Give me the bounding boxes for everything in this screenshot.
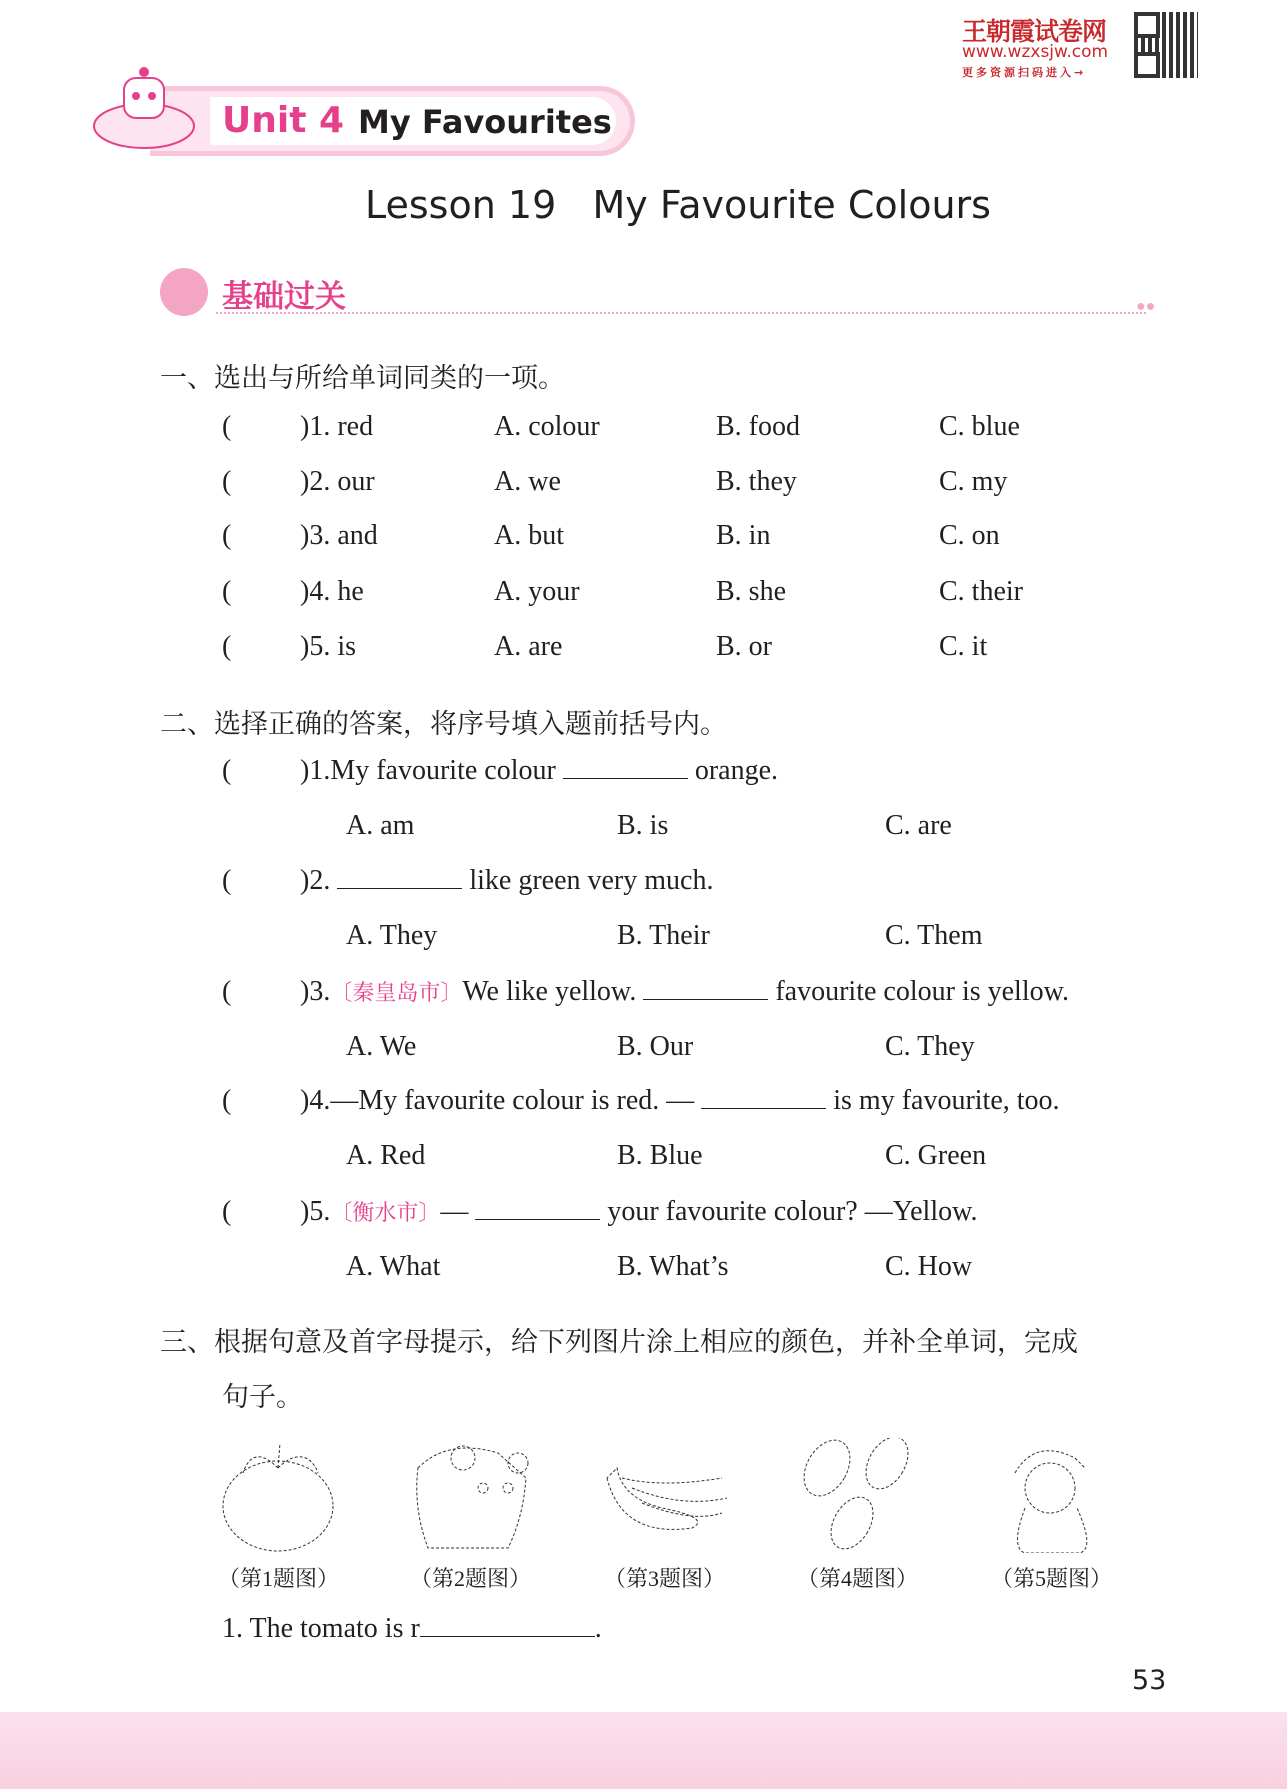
question-word: )3. and xyxy=(300,520,378,551)
site-url[interactable]: www.wzxsjw.com xyxy=(962,42,1109,62)
option-c: C. my xyxy=(939,466,1008,497)
answer-bracket[interactable]: ( xyxy=(222,520,232,551)
dots-decoration: ●● xyxy=(1136,298,1156,315)
tomato-picture xyxy=(218,1438,343,1553)
option-c: C. How xyxy=(885,1251,973,1282)
picture-caption: （第5题图） xyxy=(991,1566,1113,1591)
option-b: B. Blue xyxy=(617,1140,703,1171)
option-b: B. she xyxy=(716,576,786,607)
question-text-post: like green very much. xyxy=(469,865,714,896)
answer-bracket[interactable]: ( xyxy=(222,976,232,1007)
option-a: A. Red xyxy=(346,1140,426,1171)
option-c: C. their xyxy=(939,576,1023,607)
question-text-post: orange. xyxy=(694,755,779,786)
part3-heading-cont: 句子。 xyxy=(222,1382,303,1413)
part3-heading: 三、根据句意及首字母提示，给下列图片涂上相应的颜色，并补全单词，完成 xyxy=(160,1327,1078,1358)
question-end: . xyxy=(594,1613,602,1644)
option-b: B. food xyxy=(716,411,800,442)
answer-blank[interactable] xyxy=(420,1636,595,1637)
option-a: A. We xyxy=(346,1031,417,1062)
option-b: B. they xyxy=(716,466,797,497)
question-row xyxy=(300,1085,1060,1117)
question-number: )1. xyxy=(300,755,331,786)
source-city: 〔衡水市〕 xyxy=(330,1201,441,1226)
answer-blank[interactable] xyxy=(701,1108,826,1109)
qr-code-icon[interactable] xyxy=(1134,12,1198,78)
question-text: 1. The tomato is r xyxy=(222,1613,420,1644)
option-c: C. it xyxy=(939,631,988,662)
page-number: 53 xyxy=(1132,1665,1167,1696)
option-b: B. in xyxy=(716,520,771,551)
part2-heading: 二、选择正确的答案，将序号填入题前括号内。 xyxy=(160,709,727,740)
option-a: A. colour xyxy=(494,411,600,442)
answer-bracket[interactable]: ( xyxy=(222,755,232,786)
option-c: C. Green xyxy=(885,1140,987,1171)
question-text-pre: —My favourite colour is red. — xyxy=(330,1085,695,1116)
option-c: C. blue xyxy=(939,411,1020,442)
question-word: )2. our xyxy=(300,466,375,497)
site-name: 王朝霞试卷网 xyxy=(962,17,1107,46)
answer-bracket[interactable]: ( xyxy=(222,1085,232,1116)
question-number: )3. xyxy=(300,976,331,1007)
source-city: 〔秦皇岛市〕 xyxy=(330,981,463,1006)
mascot-icon xyxy=(84,66,204,156)
question-text-post: favourite colour is yellow. xyxy=(775,976,1070,1007)
picture-caption: （第4题图） xyxy=(797,1566,919,1591)
picture-caption: （第3题图） xyxy=(604,1566,726,1591)
picture-caption: （第1题图） xyxy=(218,1566,340,1591)
option-b: B. is xyxy=(617,810,669,841)
option-b: B. or xyxy=(716,631,772,662)
answer-bracket[interactable]: ( xyxy=(222,466,232,497)
answer-bracket[interactable]: ( xyxy=(222,865,232,896)
question-text-post: is my favourite, too. xyxy=(833,1085,1060,1116)
question-number: )4. xyxy=(300,1085,331,1116)
bear-picture xyxy=(408,1438,533,1553)
question-row xyxy=(300,1196,978,1228)
answer-blank[interactable] xyxy=(337,888,462,889)
question-row xyxy=(300,976,1069,1008)
answer-blank[interactable] xyxy=(643,999,768,1000)
section-divider xyxy=(216,312,1146,314)
lesson-title: Lesson 19 My Favourite Colours xyxy=(365,183,991,227)
question-word: )4. he xyxy=(300,576,364,607)
option-a: A. your xyxy=(494,576,580,607)
option-a: A. What xyxy=(346,1251,441,1282)
unit-title: My Favourites xyxy=(358,103,612,141)
question-row xyxy=(300,755,778,787)
option-c: C. are xyxy=(885,810,952,841)
option-b: B. What’s xyxy=(617,1251,729,1282)
question-row xyxy=(300,865,713,897)
option-a: A. am xyxy=(346,810,415,841)
answer-blank[interactable] xyxy=(475,1219,600,1220)
footer-band xyxy=(0,1712,1287,1789)
question-text-pre: We like yellow. xyxy=(462,976,637,1007)
answer-bracket[interactable]: ( xyxy=(222,576,232,607)
section-title: 基础过关 xyxy=(222,279,346,315)
answer-bracket[interactable]: ( xyxy=(222,411,232,442)
unit-label: Unit 4 xyxy=(222,100,344,141)
question-number: )2. xyxy=(300,865,331,896)
part1-heading: 一、选出与所给单词同类的一项。 xyxy=(160,363,565,394)
option-c: C. on xyxy=(939,520,1000,551)
question-word: )1. red xyxy=(300,411,374,442)
snowman-picture xyxy=(995,1438,1120,1553)
question-text-post: your favourite colour? —Yellow. xyxy=(607,1196,978,1227)
part3-question-1 xyxy=(222,1613,602,1645)
leaves-picture xyxy=(792,1438,917,1553)
site-logo xyxy=(962,12,1202,82)
section-badge-icon xyxy=(160,268,208,316)
banana-picture xyxy=(602,1438,727,1553)
option-a: A. are xyxy=(494,631,563,662)
question-word: )5. is xyxy=(300,631,356,662)
site-tagline: 更多资源扫码进入→ xyxy=(962,66,1087,79)
question-text-pre: — xyxy=(440,1196,469,1227)
answer-bracket[interactable]: ( xyxy=(222,631,232,662)
answer-blank[interactable] xyxy=(563,778,688,779)
question-number: )5. xyxy=(300,1196,331,1227)
question-text-pre: My favourite colour xyxy=(330,755,556,786)
option-c: C. They xyxy=(885,1031,975,1062)
option-b: B. Our xyxy=(617,1031,694,1062)
option-b: B. Their xyxy=(617,920,710,951)
option-c: C. Them xyxy=(885,920,983,951)
option-a: A. we xyxy=(494,466,561,497)
answer-bracket[interactable]: ( xyxy=(222,1196,232,1227)
picture-caption: （第2题图） xyxy=(410,1566,532,1591)
option-a: A. but xyxy=(494,520,564,551)
option-a: A. They xyxy=(346,920,438,951)
